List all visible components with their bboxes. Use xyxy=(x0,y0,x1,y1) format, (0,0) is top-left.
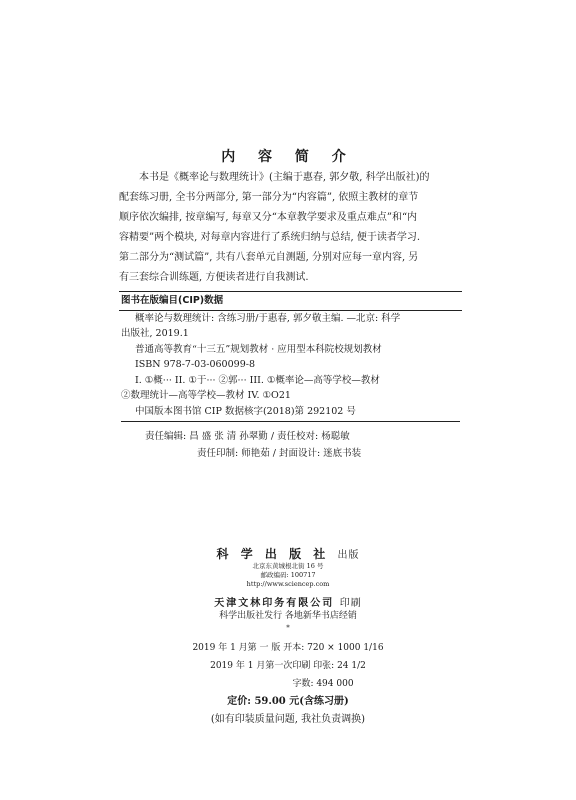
publisher-address: 北京东黄城根北街 16 号 xyxy=(252,562,324,570)
printer-name xyxy=(0,594,576,609)
printer-name-text: 天津文林印务有限公司 xyxy=(214,598,335,609)
edition-line: 2019 年 1 月第 一 版 开本: 720 × 1000 1/16 xyxy=(192,643,384,653)
cip-line: ISBN 978-7-03-060099-8 xyxy=(135,359,255,370)
price-line: 定价: 59.00 元(含练习册) xyxy=(227,696,349,707)
cip-data-block xyxy=(119,291,462,422)
printer-suffix: 印刷 xyxy=(339,598,362,609)
word-count-line: 字数: 494 000 xyxy=(292,679,354,689)
summary-line: 有三套综合训练题, 方便读者进行自我测试. xyxy=(119,272,309,283)
separator-star: * xyxy=(286,624,290,632)
cip-line: 概率论与数理统计: 含练习册/于惠春, 郭夕敬主编. —北京: 科学 xyxy=(135,312,401,324)
publisher-name-text: 科 学 出 版 社 xyxy=(216,547,330,561)
summary-line: 本书是《概率论与数理统计》(主编于惠春, 郭夕敬, 科学出版社)的 xyxy=(139,172,430,183)
summary-line: 第二部分为“测试篇”, 共有八套单元自测题, 分别对应每一章内容, 另 xyxy=(119,252,419,263)
cip-line: 中国版本图书馆 CIP 数据核字(2018)第 292102 号 xyxy=(121,404,460,423)
publisher-website: http://www.sciencep.com xyxy=(246,580,330,588)
summary-line: 顺序依次编排, 按章编写, 每章又分“本章教学要求及重点难点”和“内 xyxy=(119,212,418,223)
cip-line: 出版社, 2019.1 xyxy=(121,328,189,339)
page-title: 内 容 简 介 xyxy=(221,149,355,165)
publisher-block xyxy=(0,545,576,729)
print-info xyxy=(0,639,576,693)
content-summary xyxy=(119,168,468,288)
credits-production: 责任印制: 师艳茹 / 封面设计: 迷底书装 xyxy=(197,448,362,459)
summary-line: 配套练习册, 全书分两部分, 第一部分为“内容篇”, 依照主教材的章节 xyxy=(119,192,419,203)
summary-line: 容精要”两个模块, 对每章内容进行了系统归纳与总结, 便于读者学习. xyxy=(119,232,421,243)
publisher-postcode: 邮政编码: 100717 xyxy=(260,571,316,579)
cip-line: I. ①概··· II. ①于··· ②郭··· III. ①概率论—高等学校—教材 xyxy=(135,374,380,386)
credits-block xyxy=(119,428,462,462)
cip-line: ②数理统计—高等学校—教材 IV. ①O21 xyxy=(121,390,291,401)
cip-body xyxy=(119,311,462,423)
printing-line: 2019 年 1 月第一次印刷 印张: 24 1/2 xyxy=(210,661,366,671)
cip-heading: 图书在版编目(CIP)数据 xyxy=(119,291,462,311)
publisher-name xyxy=(0,545,576,562)
credits-editors: 责任编辑: 昌 盛 张 清 孙翠勤 / 责任校对: 杨聪敏 xyxy=(145,431,350,442)
cip-line: 普通高等教育“十三五”规划教材 · 应用型本科院校规划教材 xyxy=(135,343,382,355)
publisher-name-suffix: 出版 xyxy=(337,550,360,561)
quality-notice: (如有印装质量问题, 我社负责调换) xyxy=(210,714,366,725)
distribution-line: 科学出版社发行 各地新华书店经销 xyxy=(219,611,357,621)
